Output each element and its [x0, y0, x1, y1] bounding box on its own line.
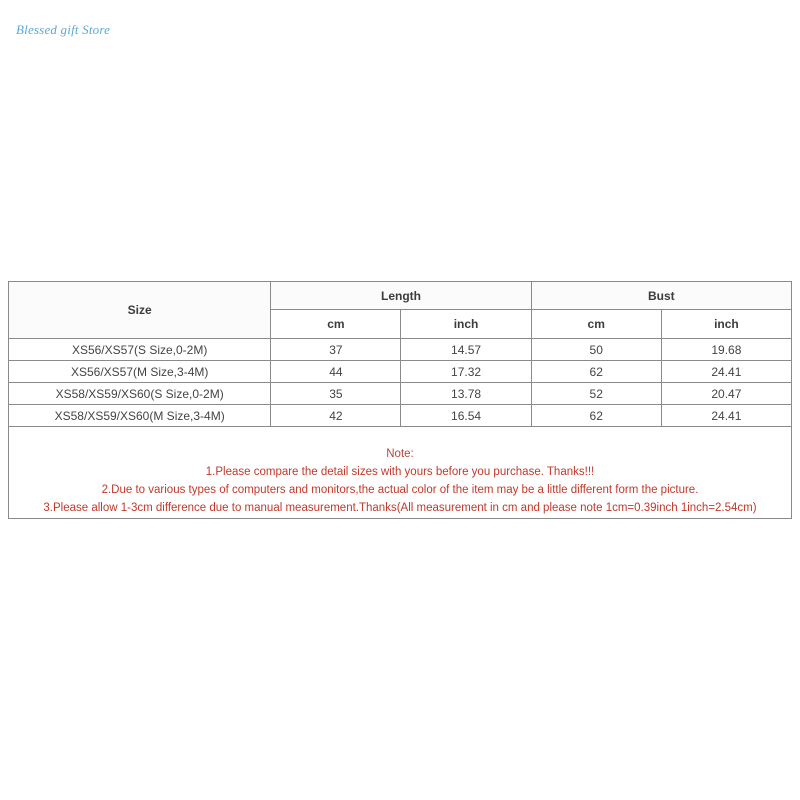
cell-length-inch: 14.57: [401, 339, 531, 361]
table-row: [9, 405, 792, 427]
store-name-watermark: Blessed gift Store: [16, 22, 111, 37]
size-table: [8, 281, 792, 427]
header-length-inch: inch: [401, 310, 531, 339]
notes-box: [8, 427, 792, 519]
header-bust-cm: cm: [531, 310, 661, 339]
table-header-row: [9, 282, 792, 310]
note-title: Note:: [386, 448, 414, 460]
header-bust-inch: inch: [661, 310, 791, 339]
cell-length-inch: 16.54: [401, 405, 531, 427]
cell-length-cm: 44: [271, 361, 401, 383]
cell-size: XS56/XS57(M Size,3-4M): [9, 361, 271, 383]
header-length-cm: cm: [271, 310, 401, 339]
cell-length-cm: 37: [271, 339, 401, 361]
cell-bust-cm: 52: [531, 383, 661, 405]
cell-length-cm: 42: [271, 405, 401, 427]
note-line-2: 2.Due to various types of computers and monitors,the actual color of the item may be a little different form the picture.: [101, 484, 699, 496]
cell-bust-inch: 19.68: [661, 339, 791, 361]
header-length: Length: [271, 282, 531, 310]
note-line-3: 3.Please allow 1-3cm difference due to manual measurement.Thanks(All measurement in cm and please note 1cm=0.39inch 1inch=2.54cm): [43, 502, 757, 514]
cell-bust-cm: 50: [531, 339, 661, 361]
note-line-1: 1.Please compare the detail sizes with yours before you purchase. Thanks!!!: [205, 466, 595, 478]
header-size: Size: [9, 282, 271, 339]
cell-bust-inch: 20.47: [661, 383, 791, 405]
header-bust: Bust: [531, 282, 791, 310]
cell-bust-inch: 24.41: [661, 405, 791, 427]
cell-bust-cm: 62: [531, 405, 661, 427]
cell-bust-inch: 24.41: [661, 361, 791, 383]
cell-size: XS56/XS57(S Size,0-2M): [9, 339, 271, 361]
cell-length-cm: 35: [271, 383, 401, 405]
table-row: [9, 383, 792, 405]
size-chart: [8, 281, 792, 519]
cell-size: XS58/XS59/XS60(M Size,3-4M): [9, 405, 271, 427]
cell-size: XS58/XS59/XS60(S Size,0-2M): [9, 383, 271, 405]
cell-bust-cm: 62: [531, 361, 661, 383]
cell-length-inch: 13.78: [401, 383, 531, 405]
cell-length-inch: 17.32: [401, 361, 531, 383]
table-row: [9, 361, 792, 383]
table-row: [9, 339, 792, 361]
